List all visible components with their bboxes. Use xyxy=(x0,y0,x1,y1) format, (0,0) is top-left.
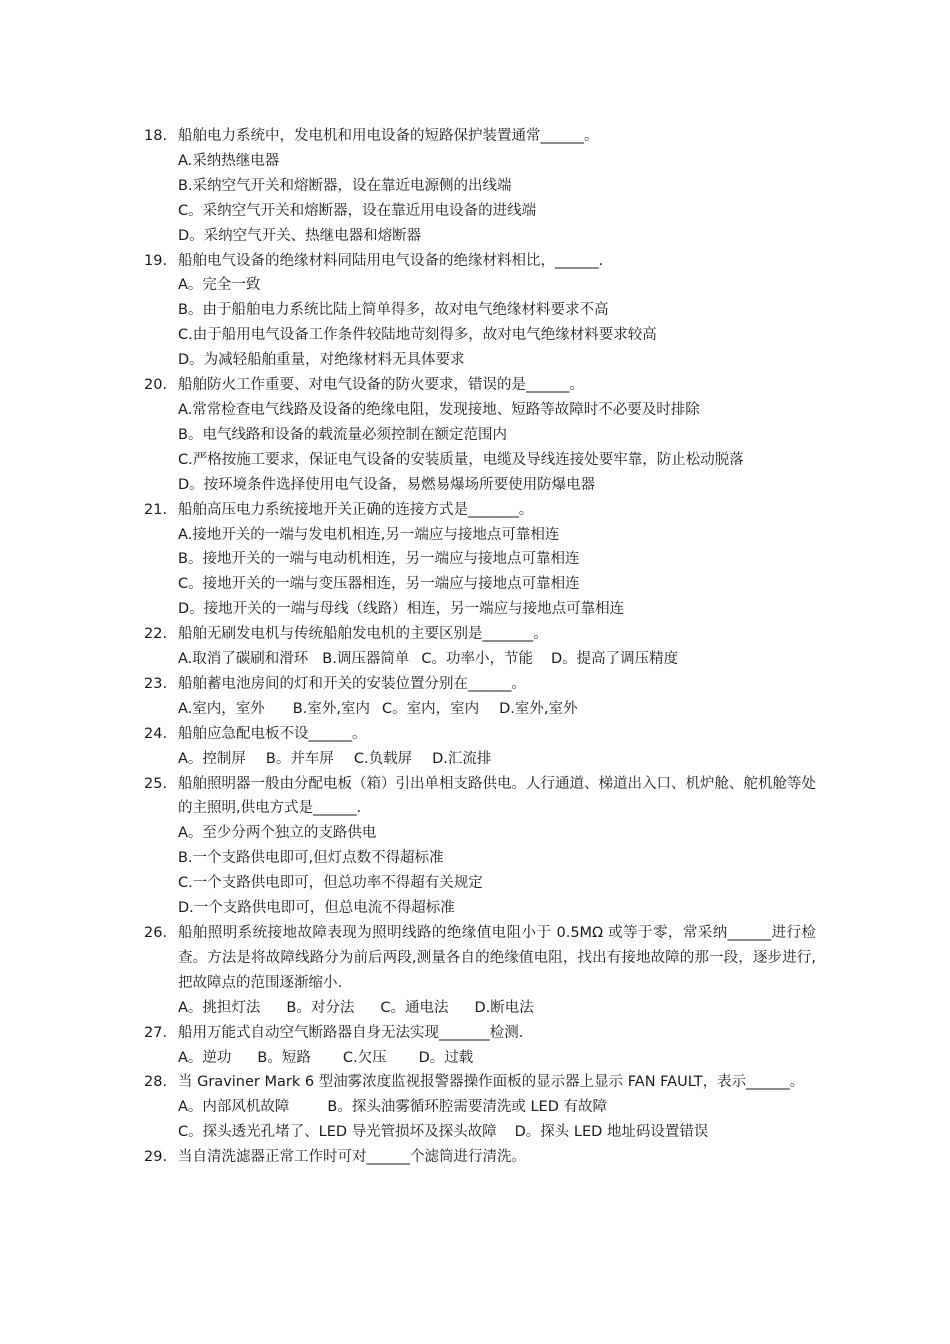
option-a: A。完全一致 xyxy=(178,277,261,294)
option-b: B.一个支路供电即可,但灯点数不得超标准 xyxy=(178,850,444,867)
option-c: C.一个支路供电即可，但总功率不得超有关规定 xyxy=(178,875,483,892)
question-19 xyxy=(144,249,816,274)
option-d: D。提高了调压精度 xyxy=(550,651,679,668)
question-number: 27. xyxy=(144,1024,168,1041)
option-d: D。按环境条件选择使用电气设备，易燃易爆场所要使用防爆电器 xyxy=(178,476,596,493)
question-number: 21. xyxy=(144,501,168,518)
option-c: C。通电法 xyxy=(380,999,449,1016)
option-c: C.严格按施工要求，保证电气设备的安装质量，电缆及导线连接处要牢靠，防止松动脱落 xyxy=(178,451,744,468)
option-a: A。逆功 xyxy=(178,1049,232,1066)
option-c: C。探头透光孔堵了、LED 导光管损坏及探头故障 xyxy=(178,1124,497,1141)
question-25 xyxy=(144,772,816,822)
option-row xyxy=(144,747,816,772)
option-c: C。采纳空气开关和熔断器，设在靠近用电设备的进线端 xyxy=(178,202,537,219)
question-22 xyxy=(144,622,816,647)
option-d: D.室外,室外 xyxy=(499,700,578,717)
question-number: 28. xyxy=(144,1074,168,1091)
question-18 xyxy=(144,124,816,149)
option-c: C.由于船用电气设备工作条件较陆地苛刻得多，故对电气绝缘材料要求较高 xyxy=(178,327,657,344)
option-row xyxy=(144,647,816,672)
question-number: 24. xyxy=(144,725,168,742)
option-c: C。室内，室内 xyxy=(381,700,480,717)
question-text: 船舶无刷发电机与传统船舶发电机的主要区别是_______。 xyxy=(178,626,548,643)
option-d: D.一个支路供电即可，但总电流不得超标准 xyxy=(178,900,455,917)
question-number: 29. xyxy=(144,1149,168,1166)
question-number: 18. xyxy=(144,128,168,144)
question-21 xyxy=(144,498,816,523)
option-d: D。过载 xyxy=(418,1049,474,1066)
question-text: 船舶防火工作重要、对电气设备的防火要求，错误的是______。 xyxy=(178,377,584,394)
option-b: B。接地开关的一端与电动机相连，另一端应与接地点可靠相连 xyxy=(178,551,580,568)
question-text: 当 Graviner Mark 6 型油雾浓度监视报警器操作面板的显示器上显示 FAN FAULT，表示______。 xyxy=(178,1074,805,1091)
option-c: C.欠压 xyxy=(342,1049,387,1066)
option-a: A。内部风机故障 xyxy=(178,1099,290,1116)
option-a: A.常常检查电气线路及设备的绝缘电阻，发现接地、短路等故障时不必要及时排除 xyxy=(178,401,700,418)
option-c: C.负载屏 xyxy=(353,750,413,767)
question-text: 船用万能式自动空气断路器自身无法实现_______检测. xyxy=(178,1024,524,1041)
question-text: 船舶电气设备的绝缘材料同陆用电气设备的绝缘材料相比，______. xyxy=(178,252,604,269)
option-a: A。挑担灯法 xyxy=(178,999,261,1016)
option-d: D。采纳空气开关、热继电器和熔断器 xyxy=(178,227,422,244)
question-list xyxy=(144,124,816,1170)
option-d: D。为减轻船舶重量，对绝缘材料无具体要求 xyxy=(178,352,465,369)
question-text: 船舶照明器一般由分配电板（箱）引出单相支路供电。人行通道、梯道出入口、机炉舱、舵机舱等处的主照明,供电方式是______. xyxy=(178,775,816,817)
option-a: A.取消了碳刷和滑环 xyxy=(178,651,309,668)
option-d: D.断电法 xyxy=(474,999,534,1016)
option-row xyxy=(144,697,816,722)
option-b: B.调压器简单 xyxy=(322,651,410,668)
question-number: 20. xyxy=(144,377,168,394)
question-text: 船舶电力系统中，发电机和用电设备的短路保护装置通常______。 xyxy=(178,128,599,144)
question-number: 19. xyxy=(144,252,168,269)
question-number: 22. xyxy=(144,626,168,643)
option-row xyxy=(144,996,816,1021)
question-23 xyxy=(144,672,816,697)
question-number: 26. xyxy=(144,925,168,941)
option-b: B。电气线路和设备的载流量必须控制在额定范围内 xyxy=(178,426,507,443)
question-text: 船舶高压电力系统接地开关正确的连接方式是_______。 xyxy=(178,501,534,518)
option-a: A.室内，室外 xyxy=(178,700,265,717)
question-number: 23. xyxy=(144,675,168,692)
question-29 xyxy=(144,1145,816,1170)
option-b: B。短路 xyxy=(257,1049,311,1066)
question-27 xyxy=(144,1021,816,1046)
option-c: C。功率小，节能 xyxy=(421,651,533,668)
option-row xyxy=(144,1046,816,1071)
option-row xyxy=(144,1095,816,1120)
option-b: B.室外,室内 xyxy=(292,700,370,717)
option-row xyxy=(144,1120,816,1145)
question-text: 船舶应急配电板不设______。 xyxy=(178,725,367,742)
question-number: 25. xyxy=(144,775,168,792)
option-a: A.采纳热继电器 xyxy=(178,152,280,169)
option-c: C。接地开关的一端与变压器相连，另一端应与接地点可靠相连 xyxy=(178,576,580,593)
question-28 xyxy=(144,1070,816,1095)
question-text: 当自清洗滤器正常工作时可对______个滤筒进行清洗。 xyxy=(178,1149,526,1166)
question-26 xyxy=(144,921,816,996)
option-d: D。接地开关的一端与母线（线路）相连，另一端应与接地点可靠相连 xyxy=(178,601,625,618)
option-b: B。由于船舶电力系统比陆上简单得多，故对电气绝缘材料要求不高 xyxy=(178,302,609,319)
question-24 xyxy=(144,722,816,747)
option-b: B。并车屏 xyxy=(265,750,334,767)
option-a: A。至少分两个独立的支路供电 xyxy=(178,825,377,842)
option-a: A。控制屏 xyxy=(178,750,246,767)
option-d: D.汇流排 xyxy=(432,750,492,767)
question-text: 船舶蓄电池房间的灯和开关的安装位置分别在______。 xyxy=(178,675,526,692)
option-a: A.接地开关的一端与发电机相连,另一端应与接地点可靠相连 xyxy=(178,526,560,543)
option-b: B。对分法 xyxy=(286,999,355,1016)
option-b: B.采纳空气开关和熔断器，设在靠近电源侧的出线端 xyxy=(178,177,512,194)
option-d: D。探头 LED 地址码设置错误 xyxy=(514,1124,709,1141)
question-text: 船舶照明系统接地故障表现为照明线路的绝缘值电阻小于 0.5MΩ 或等于零，常采纳______进行检查。方法是将故障线路分为前后两段,测量各自的绝缘值电阻，找出有接地故障的那一段，逐步进行,把故障点的范围逐渐缩小. xyxy=(178,925,816,991)
option-b: B。探头油雾循环腔需要清洗或 LED 有故障 xyxy=(327,1099,607,1116)
question-20 xyxy=(144,373,816,398)
